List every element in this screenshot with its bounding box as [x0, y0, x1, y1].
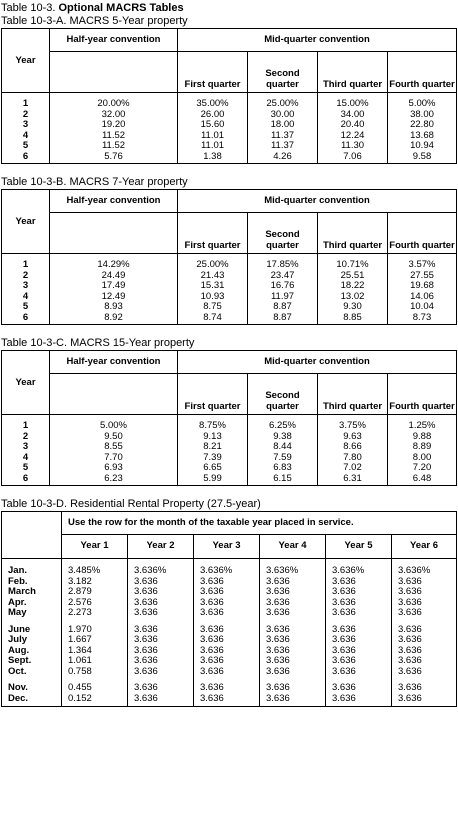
value-cell: 27.55 — [388, 271, 457, 282]
value-cell: 9.13 — [178, 432, 248, 443]
value-cell: 3.636 — [194, 667, 260, 678]
header-year: Year — [2, 373, 50, 415]
header-half-blank — [50, 212, 178, 254]
value-cell: 3.636 — [326, 683, 392, 694]
header-half-year: Half-year convention — [50, 29, 178, 52]
value-cell: 12.24 — [318, 131, 388, 142]
value-cell: 3.636% — [128, 566, 194, 577]
value-cell: 3.636 — [260, 646, 326, 657]
month-cell: Jan. — [2, 566, 62, 577]
value-cell: 16.76 — [248, 281, 318, 292]
value-cell: 8.55 — [50, 442, 178, 453]
table-row — [2, 131, 457, 142]
header-quarter-3: Third quarter — [318, 373, 388, 415]
table-row — [2, 271, 457, 282]
value-cell: 1.25% — [388, 421, 457, 432]
value-cell: 3.636 — [260, 587, 326, 598]
value-cell: 3.636 — [326, 646, 392, 657]
value-cell: 38.00 — [388, 110, 457, 121]
month-cell: June — [2, 625, 62, 636]
table-row — [2, 683, 457, 694]
value-cell: 3.636 — [128, 646, 194, 657]
value-cell: 3.636 — [194, 646, 260, 657]
value-cell: 3.636 — [128, 656, 194, 667]
value-cell: 3.636% — [392, 566, 457, 577]
value-cell: 30.00 — [248, 110, 318, 121]
month-cell: Sept. — [2, 656, 62, 667]
header-empty — [2, 190, 50, 213]
value-cell: 3.636 — [392, 646, 457, 657]
year-cell: 1 — [2, 421, 50, 432]
value-cell: 10.94 — [388, 141, 457, 152]
header-quarter-4: Fourth quarter — [388, 51, 457, 93]
year-cell: 5 — [2, 302, 50, 313]
header-half-year: Half-year convention — [50, 351, 178, 374]
value-cell: 6.25% — [248, 421, 318, 432]
value-cell: 3.636 — [260, 598, 326, 609]
table-row — [2, 694, 457, 707]
value-cell: 8.74 — [178, 313, 248, 325]
value-cell: 5.00% — [50, 421, 178, 432]
year-cell: 2 — [2, 271, 50, 282]
value-cell: 6.48 — [388, 474, 457, 486]
value-cell: 8.21 — [178, 442, 248, 453]
value-cell: 10.04 — [388, 302, 457, 313]
header-mid-quarter: Mid-quarter convention — [178, 351, 457, 374]
value-cell: 7.80 — [318, 453, 388, 464]
table-row — [2, 635, 457, 646]
value-cell: 13.68 — [388, 131, 457, 142]
month-cell: Oct. — [2, 667, 62, 678]
header-quarter-3: Third quarter — [318, 51, 388, 93]
value-cell: 20.00% — [50, 99, 178, 110]
table-row — [2, 292, 457, 303]
year-cell: 6 — [2, 474, 50, 486]
value-cell: 3.636 — [194, 587, 260, 598]
value-cell: 25.51 — [318, 271, 388, 282]
value-cell: 3.485% — [62, 566, 128, 577]
table-a-container — [1, 28, 457, 164]
value-cell: 3.636 — [326, 656, 392, 667]
header-year-6: Year 6 — [392, 534, 457, 559]
value-cell: 10.93 — [178, 292, 248, 303]
value-cell: 11.52 — [50, 131, 178, 142]
value-cell: 10.71% — [318, 260, 388, 271]
value-cell: 24.49 — [50, 271, 178, 282]
header-mid-quarter: Mid-quarter convention — [178, 29, 457, 52]
header-empty — [2, 29, 50, 52]
header-quarter-4: Fourth quarter — [388, 212, 457, 254]
month-cell: May — [2, 608, 62, 619]
table-row — [2, 99, 457, 110]
value-cell: 3.636 — [392, 635, 457, 646]
value-cell: 7.59 — [248, 453, 318, 464]
value-cell: 0.758 — [62, 667, 128, 678]
value-cell: 18.22 — [318, 281, 388, 292]
value-cell: 17.85% — [248, 260, 318, 271]
header-quarter-2: Second quarter — [248, 51, 318, 93]
value-cell: 11.30 — [318, 141, 388, 152]
value-cell: 3.636 — [392, 598, 457, 609]
value-cell: 6.23 — [50, 474, 178, 486]
value-cell: 3.636 — [194, 598, 260, 609]
value-cell: 3.636 — [326, 608, 392, 619]
value-cell: 14.29% — [50, 260, 178, 271]
value-cell: 3.636 — [194, 694, 260, 707]
table-d-table — [1, 511, 457, 707]
title-prefix: Table 10-3. — [1, 2, 56, 14]
header-quarter-2: Second quarter — [248, 212, 318, 254]
title-bold: Optional MACRS Tables — [58, 2, 184, 14]
header-half-blank — [50, 51, 178, 93]
header-quarter-1: First quarter — [178, 212, 248, 254]
table-c-container — [1, 350, 457, 486]
value-cell: 8.87 — [248, 302, 318, 313]
year-cell: 4 — [2, 453, 50, 464]
table-c-caption: Table 10-3-C. MACRS 15-Year property — [1, 337, 195, 349]
year-cell: 3 — [2, 442, 50, 453]
value-cell: 25.00% — [178, 260, 248, 271]
value-cell: 15.00% — [318, 99, 388, 110]
value-cell: 3.636 — [260, 683, 326, 694]
value-cell: 2.879 — [62, 587, 128, 598]
value-cell: 22.80 — [388, 120, 457, 131]
year-cell: 5 — [2, 463, 50, 474]
header-half-year: Half-year convention — [50, 190, 178, 213]
value-cell: 9.38 — [248, 432, 318, 443]
value-cell: 8.89 — [388, 442, 457, 453]
year-cell: 3 — [2, 281, 50, 292]
header-quarter-4: Fourth quarter — [388, 373, 457, 415]
header-year-4: Year 4 — [260, 534, 326, 559]
table-b-caption: Table 10-3-B. MACRS 7-Year property — [1, 176, 188, 188]
value-cell: 14.06 — [388, 292, 457, 303]
year-cell: 1 — [2, 260, 50, 271]
value-cell: 0.152 — [62, 694, 128, 707]
value-cell: 0.455 — [62, 683, 128, 694]
value-cell: 8.87 — [248, 313, 318, 325]
month-cell: March — [2, 587, 62, 598]
value-cell: 21.43 — [178, 271, 248, 282]
value-cell: 19.68 — [388, 281, 457, 292]
value-cell: 8.73 — [388, 313, 457, 325]
value-cell: 3.636 — [260, 608, 326, 619]
year-cell: 4 — [2, 131, 50, 142]
header-year-1: Year 1 — [62, 534, 128, 559]
table-row — [2, 152, 457, 164]
table-row — [2, 120, 457, 131]
value-cell: 3.636% — [260, 566, 326, 577]
value-cell: 2.576 — [62, 598, 128, 609]
value-cell: 11.01 — [178, 141, 248, 152]
value-cell: 3.636 — [260, 635, 326, 646]
value-cell: 11.37 — [248, 141, 318, 152]
year-cell: 2 — [2, 110, 50, 121]
value-cell: 9.30 — [318, 302, 388, 313]
value-cell: 3.636 — [326, 587, 392, 598]
header-empty — [2, 351, 50, 374]
table-row — [2, 442, 457, 453]
value-cell: 3.636 — [128, 608, 194, 619]
value-cell: 3.636 — [392, 656, 457, 667]
header-mid-quarter: Mid-quarter convention — [178, 190, 457, 213]
table-a-caption: Table 10-3-A. MACRS 5-Year property — [1, 15, 188, 27]
value-cell: 3.636% — [326, 566, 392, 577]
value-cell: 3.636 — [260, 667, 326, 678]
value-cell: 11.97 — [248, 292, 318, 303]
value-cell: 11.01 — [178, 131, 248, 142]
value-cell: 18.00 — [248, 120, 318, 131]
value-cell: 19.20 — [50, 120, 178, 131]
value-cell: 7.39 — [178, 453, 248, 464]
value-cell: 9.58 — [388, 152, 457, 164]
value-cell: 15.31 — [178, 281, 248, 292]
value-cell: 3.636 — [326, 577, 392, 588]
table-row — [2, 302, 457, 313]
value-cell: 3.636 — [326, 694, 392, 707]
value-cell: 3.182 — [62, 577, 128, 588]
value-cell: 17.49 — [50, 281, 178, 292]
table-d-caption: Table 10-3-D. Residential Rental Property (27.5-year) — [1, 498, 261, 510]
value-cell: 1.667 — [62, 635, 128, 646]
table-row — [2, 260, 457, 271]
value-cell: 3.636 — [392, 683, 457, 694]
month-cell: Dec. — [2, 694, 62, 707]
table-b-container — [1, 189, 457, 325]
value-cell: 6.65 — [178, 463, 248, 474]
value-cell: 15.60 — [178, 120, 248, 131]
year-cell: 2 — [2, 432, 50, 443]
value-cell: 3.636 — [392, 625, 457, 636]
value-cell: 6.93 — [50, 463, 178, 474]
value-cell: 1.38 — [178, 152, 248, 164]
value-cell: 3.636 — [128, 577, 194, 588]
value-cell: 3.636 — [194, 608, 260, 619]
header-half-blank — [50, 373, 178, 415]
value-cell: 25.00% — [248, 99, 318, 110]
table-row — [2, 587, 457, 598]
value-cell: 9.63 — [318, 432, 388, 443]
value-cell: 6.31 — [318, 474, 388, 486]
header-quarter-2: Second quarter — [248, 373, 318, 415]
value-cell: 3.636 — [128, 667, 194, 678]
header-year: Year — [2, 212, 50, 254]
value-cell: 3.636 — [260, 625, 326, 636]
value-cell: 3.636 — [326, 635, 392, 646]
value-cell: 3.636 — [260, 577, 326, 588]
table-row — [2, 608, 457, 619]
page-title — [1, 2, 457, 15]
value-cell: 11.37 — [248, 131, 318, 142]
table-row — [2, 281, 457, 292]
header-empty — [2, 512, 62, 535]
tableA-table — [1, 28, 457, 164]
value-cell: 3.57% — [388, 260, 457, 271]
value-cell: 8.66 — [318, 442, 388, 453]
value-cell: 13.02 — [318, 292, 388, 303]
value-cell: 3.75% — [318, 421, 388, 432]
year-cell: 3 — [2, 120, 50, 131]
value-cell: 8.44 — [248, 442, 318, 453]
value-cell: 3.636 — [260, 656, 326, 667]
value-cell: 3.636 — [392, 694, 457, 707]
value-cell: 3.636 — [260, 694, 326, 707]
value-cell: 3.636 — [326, 667, 392, 678]
header-quarter-1: First quarter — [178, 51, 248, 93]
month-cell: Apr. — [2, 598, 62, 609]
value-cell: 3.636 — [194, 625, 260, 636]
value-cell: 7.20 — [388, 463, 457, 474]
value-cell: 7.70 — [50, 453, 178, 464]
value-cell: 3.636 — [194, 683, 260, 694]
year-cell: 6 — [2, 313, 50, 325]
table-row — [2, 453, 457, 464]
header-year-3: Year 3 — [194, 534, 260, 559]
value-cell: 9.88 — [388, 432, 457, 443]
value-cell: 12.49 — [50, 292, 178, 303]
value-cell: 3.636 — [326, 598, 392, 609]
value-cell: 8.85 — [318, 313, 388, 325]
value-cell: 26.00 — [178, 110, 248, 121]
value-cell: 3.636 — [128, 587, 194, 598]
value-cell: 8.92 — [50, 313, 178, 325]
value-cell: 3.636% — [194, 566, 260, 577]
table-d-container — [1, 511, 457, 707]
value-cell: 8.75% — [178, 421, 248, 432]
table-row — [2, 313, 457, 325]
table-row — [2, 667, 457, 678]
month-cell: Nov. — [2, 683, 62, 694]
year-cell: 4 — [2, 292, 50, 303]
value-cell: 32.00 — [50, 110, 178, 121]
value-cell: 5.99 — [178, 474, 248, 486]
value-cell: 3.636 — [392, 587, 457, 598]
instruction-header: Use the row for the month of the taxable year placed in service. — [62, 512, 457, 535]
value-cell: 1.061 — [62, 656, 128, 667]
value-cell: 2.273 — [62, 608, 128, 619]
table-row — [2, 432, 457, 443]
value-cell: 3.636 — [194, 656, 260, 667]
value-cell: 1.364 — [62, 646, 128, 657]
value-cell: 8.75 — [178, 302, 248, 313]
table-row — [2, 141, 457, 152]
header-year-2: Year 2 — [128, 534, 194, 559]
value-cell: 3.636 — [194, 577, 260, 588]
table-row — [2, 656, 457, 667]
value-cell: 1.970 — [62, 625, 128, 636]
value-cell: 3.636 — [194, 635, 260, 646]
value-cell: 8.93 — [50, 302, 178, 313]
header-empty-2 — [2, 534, 62, 559]
value-cell: 3.636 — [326, 625, 392, 636]
value-cell: 3.636 — [128, 635, 194, 646]
value-cell: 3.636 — [392, 667, 457, 678]
value-cell: 5.76 — [50, 152, 178, 164]
value-cell: 3.636 — [128, 625, 194, 636]
value-cell: 3.636 — [392, 577, 457, 588]
value-cell: 8.00 — [388, 453, 457, 464]
table-row — [2, 110, 457, 121]
table-row — [2, 463, 457, 474]
value-cell: 6.83 — [248, 463, 318, 474]
value-cell: 34.00 — [318, 110, 388, 121]
value-cell: 35.00% — [178, 99, 248, 110]
year-cell: 1 — [2, 99, 50, 110]
month-cell: Feb. — [2, 577, 62, 588]
value-cell: 7.06 — [318, 152, 388, 164]
value-cell: 20.40 — [318, 120, 388, 131]
month-cell: July — [2, 635, 62, 646]
table-row — [2, 421, 457, 432]
year-cell: 5 — [2, 141, 50, 152]
value-cell: 11.52 — [50, 141, 178, 152]
table-row — [2, 474, 457, 486]
value-cell: 3.636 — [392, 608, 457, 619]
year-cell: 6 — [2, 152, 50, 164]
value-cell: 3.636 — [128, 598, 194, 609]
value-cell: 5.00% — [388, 99, 457, 110]
value-cell: 23.47 — [248, 271, 318, 282]
value-cell: 6.15 — [248, 474, 318, 486]
header-year-5: Year 5 — [326, 534, 392, 559]
value-cell: 7.02 — [318, 463, 388, 474]
tableC-table — [1, 350, 457, 486]
header-year: Year — [2, 51, 50, 93]
table-row — [2, 566, 457, 577]
month-cell: Aug. — [2, 646, 62, 657]
value-cell: 4.26 — [248, 152, 318, 164]
value-cell: 3.636 — [128, 683, 194, 694]
value-cell: 3.636 — [128, 694, 194, 707]
header-quarter-1: First quarter — [178, 373, 248, 415]
tableB-table — [1, 189, 457, 325]
header-quarter-3: Third quarter — [318, 212, 388, 254]
value-cell: 9.50 — [50, 432, 178, 443]
